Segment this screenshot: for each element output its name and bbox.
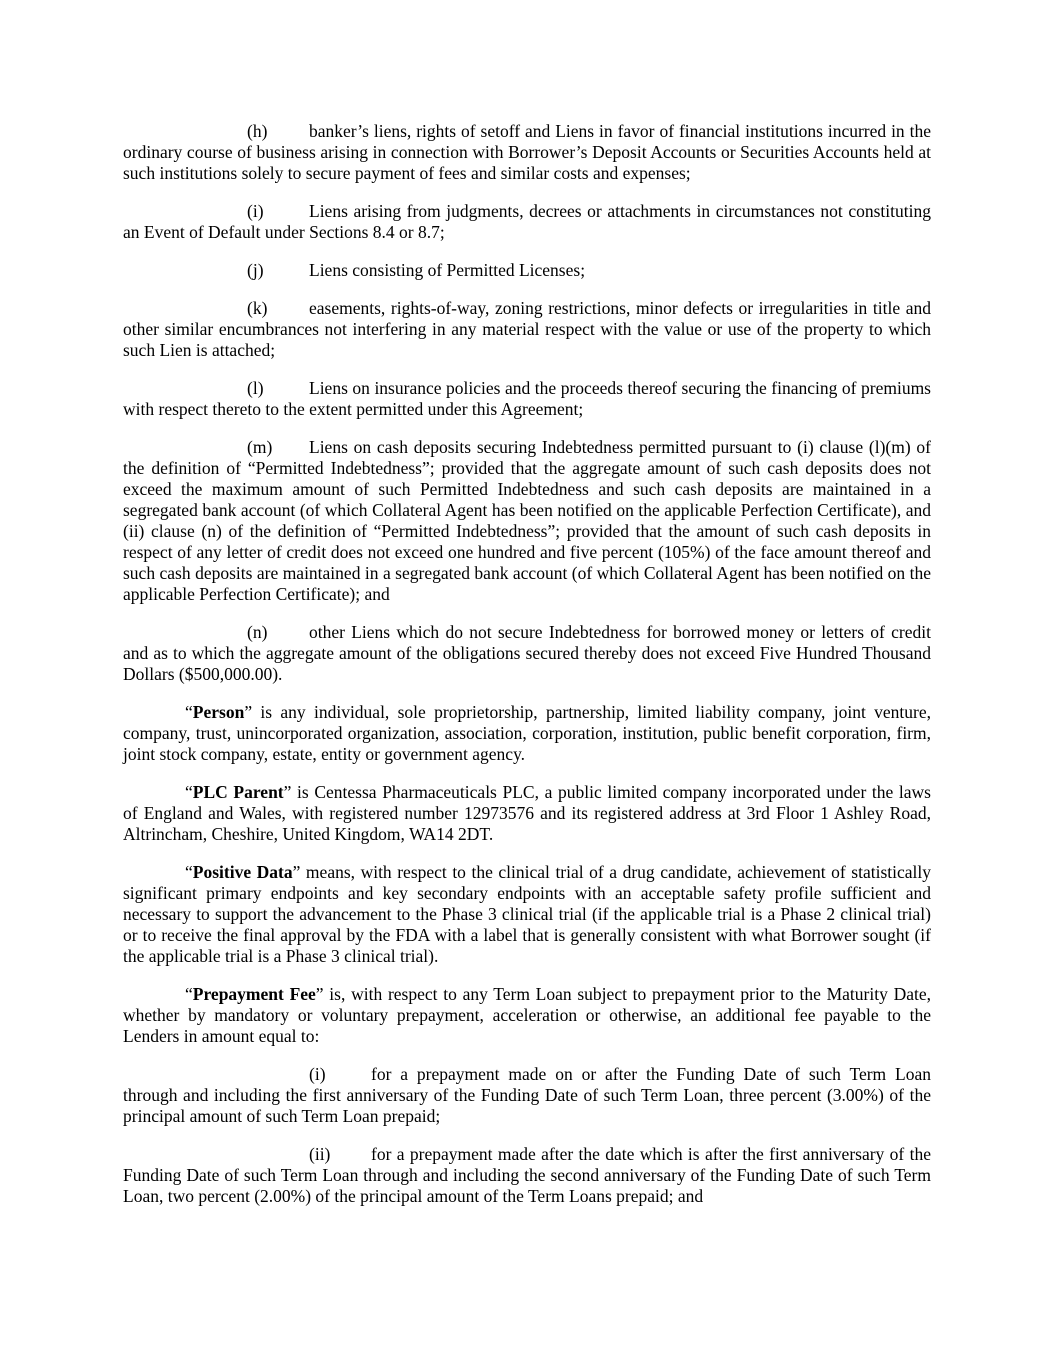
clause-n-label: (n)	[247, 622, 268, 642]
definition-person	[123, 702, 931, 765]
definition-prepayment-fee-open-quote: “	[185, 984, 193, 1004]
definition-positive-data-text: ” means, with respect to the clinical trial of a drug candidate, achievement of statistically significant primary endpoints and key secondary endpoints with an acceptable safety profile sufficient and necessary to support the advancement to the Phase 3 clinical trial (if the applicable trial is a Phase 2 clinical trial) or to receive the final approval by the FDA with a label that is generally consistent with what Borrower sought (if the applicable trial is a Phase 3 clinical trial).	[123, 862, 931, 966]
clause-h-text: banker’s liens, rights of setoff and Liens in favor of financial institutions incurred in the ordinary course of business arising in connection with Borrower’s Deposit Accounts or Securities Accounts held at such institutions solely to secure payment of fees and similar costs and expenses;	[123, 121, 931, 183]
subclause-ii	[123, 1144, 931, 1207]
clause-m-text: Liens on cash deposits securing Indebtedness permitted pursuant to (i) clause (l)(m) of the definition of “Permitted Indebtedness”; provided that the aggregate amount of such cash deposits does not exceed the maximum amount of such Permitted Indebtedness and such cash deposits are maintained in a segregated bank account (of which Collateral Agent has been notified on the applicable Perfection Certificate), and (ii) clause (n) of the definition of “Permitted Indebtedness”; provided that the amount of such cash deposits in respect of any letter of credit does not exceed one hundred and five percent (105%) of the face amount thereof and such cash deposits are maintained in a segregated bank account (of which Collateral Agent has been notified on the applicable Perfection Certificate); and	[123, 437, 931, 604]
clause-j-label: (j)	[247, 260, 264, 280]
clause-h-label: (h)	[247, 121, 268, 141]
definition-prepayment-fee-term: Prepayment Fee	[192, 984, 316, 1004]
subclause-ii-text: for a prepayment made after the date which is after the first anniversary of the Funding Date of such Term Loan through and including the second anniversary of the Funding Date of such Term Loan, two percent (2.00%) of the principal amount of the Term Loans prepaid; and	[123, 1144, 931, 1206]
clause-j-text: Liens consisting of Permitted Licenses;	[309, 260, 586, 280]
clause-i-text: Liens arising from judgments, decrees or attachments in circumstances not constituting an Event of Default under Sections 8.4 or 8.7;	[123, 201, 931, 242]
definition-plc-parent-open-quote: “	[185, 782, 193, 802]
definition-plc-parent	[123, 782, 931, 845]
clause-k-text: easements, rights-of-way, zoning restrictions, minor defects or irregularities in title and other similar encumbrances not interfering in any material respect with the value or use of the property to which such Lien is attached;	[123, 298, 931, 360]
definition-positive-data-term: Positive Data	[192, 862, 293, 882]
clause-i	[123, 201, 931, 243]
definition-person-text: ” is any individual, sole proprietorship, partnership, limited liability company, joint venture, company, trust, unincorporated organization, association, corporation, institution, public benefit corporation, firm, joint stock company, estate, entity or government agency.	[123, 702, 931, 764]
clause-l	[123, 378, 931, 420]
clause-i-label: (i)	[247, 201, 264, 221]
definition-positive-data	[123, 862, 931, 967]
subclause-i-text: for a prepayment made on or after the Funding Date of such Term Loan through and including the first anniversary of the Funding Date of such Term Loan, three percent (3.00%) of the principal amount of such Term Loan prepaid;	[123, 1064, 931, 1126]
definition-person-term: Person	[192, 702, 245, 722]
clause-k-label: (k)	[247, 298, 268, 318]
clause-n	[123, 622, 931, 685]
definition-prepayment-fee	[123, 984, 931, 1047]
subclause-i	[123, 1064, 931, 1127]
subclause-i-label: (i)	[309, 1064, 326, 1084]
clause-n-text: other Liens which do not secure Indebtedness for borrowed money or letters of credit and as to which the aggregate amount of the obligations secured thereby does not exceed Five Hundred Thousand Dollars ($500,000.00).	[123, 622, 931, 684]
definition-prepayment-fee-text: ” is, with respect to any Term Loan subject to prepayment prior to the Maturity Date, whether by mandatory or voluntary prepayment, acceleration or otherwise, an additional fee payable to the Lenders in amount equal to:	[123, 984, 931, 1046]
clause-j	[123, 260, 931, 281]
clause-m	[123, 437, 931, 605]
definition-plc-parent-text: ” is Centessa Pharmaceuticals PLC, a public limited company incorporated under the laws of England and Wales, with registered number 12973576 and its registered address at 3rd Floor 1 Ashley Road, Altrincham, Cheshire, United Kingdom, WA14 2DT.	[123, 782, 931, 844]
clause-h	[123, 121, 931, 184]
clause-m-label: (m)	[247, 437, 273, 457]
definition-plc-parent-term: PLC Parent	[192, 782, 284, 802]
definition-person-open-quote: “	[185, 702, 193, 722]
subclause-ii-label: (ii)	[309, 1144, 331, 1164]
definition-positive-data-open-quote: “	[185, 862, 193, 882]
clause-k	[123, 298, 931, 361]
clause-l-text: Liens on insurance policies and the proceeds thereof securing the financing of premiums with respect thereto to the extent permitted under this Agreement;	[123, 378, 931, 419]
clause-l-label: (l)	[247, 378, 264, 398]
